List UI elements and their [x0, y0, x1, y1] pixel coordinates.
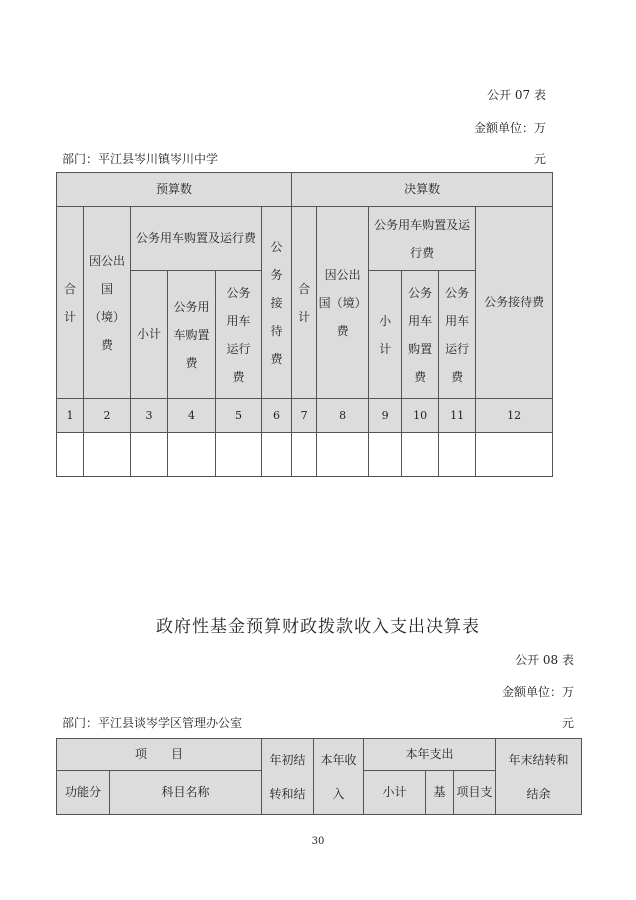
table07-unit-cont: 元: [533, 152, 546, 166]
header-budget: 预算数: [57, 173, 292, 207]
header-income: 本年收 入: [314, 739, 364, 815]
data-cell: [317, 433, 369, 477]
header-abroad-budget: 因公出 国（境） 费: [84, 207, 131, 399]
table08-unit: 金额单位：万: [501, 685, 574, 699]
header-expense: 本年支出: [364, 739, 496, 771]
table07: [56, 172, 553, 477]
header-actual: 决算数: [292, 173, 553, 207]
col-number: 9: [369, 399, 402, 433]
header-car-run-budget: 公务 用车 运行 费: [216, 271, 262, 399]
col-number: 2: [84, 399, 131, 433]
data-cell: [216, 433, 262, 477]
header-total-actual: 合 计: [292, 207, 317, 399]
table-row: [57, 433, 553, 477]
header-car-actual: 公务用车购置及运 行费: [369, 207, 476, 271]
table08: [56, 738, 582, 815]
header-car-buy-actual: 公务 用车 购置 费: [402, 271, 439, 399]
header-item: 项 目: [57, 739, 262, 771]
header-subtotal-budget: 小计: [131, 271, 168, 399]
col-number: 12: [476, 399, 553, 433]
header-reception-actual: 公务接待费: [476, 207, 553, 399]
header-begin-balance: 年初结 转和结: [262, 739, 314, 815]
table07-unit: 金额单位：万: [473, 121, 546, 135]
header-expense-basic: 基: [426, 771, 454, 815]
header-reception-budget: 公 务 接 待 费: [262, 207, 292, 399]
data-cell: [168, 433, 216, 477]
data-cell: [57, 433, 84, 477]
data-cell: [262, 433, 292, 477]
header-expense-subtotal: 小计: [364, 771, 426, 815]
col-number: 6: [262, 399, 292, 433]
col-number: 7: [292, 399, 317, 433]
data-cell: [131, 433, 168, 477]
header-end-balance: 年末结转和 结余: [496, 739, 582, 815]
table08-unit-cont: 元: [561, 716, 574, 730]
table07-dept: 部门：平江县岑川镇岑川中学: [62, 152, 219, 166]
data-cell: [402, 433, 439, 477]
data-cell: [476, 433, 553, 477]
data-cell: [369, 433, 402, 477]
table08-title: 政府性基金预算财政拨款收入支出决算表: [156, 617, 480, 637]
header-subtotal-actual: 小 计: [369, 271, 402, 399]
header-expense-project: 项目支: [454, 771, 496, 815]
col-number: 5: [216, 399, 262, 433]
header-car-run-actual: 公务 用车 运行 费: [439, 271, 476, 399]
header-function-class: 功能分: [57, 771, 110, 815]
header-car-buy-budget: 公务用 车购置 费: [168, 271, 216, 399]
header-total-budget: 合 计: [57, 207, 84, 399]
data-cell: [439, 433, 476, 477]
data-cell: [84, 433, 131, 477]
page-number: 30: [311, 836, 325, 847]
header-car-budget: 公务用车购置及运行费: [131, 207, 262, 271]
col-number: 10: [402, 399, 439, 433]
header-abroad-actual: 因公出 国（境） 费: [317, 207, 369, 399]
col-number: 3: [131, 399, 168, 433]
table08-code: 公开 08 表: [515, 653, 574, 667]
table07-code: 公开 07 表: [487, 88, 546, 102]
header-subject-name: 科目名称: [110, 771, 262, 815]
col-number: 4: [168, 399, 216, 433]
data-cell: [292, 433, 317, 477]
col-number: 8: [317, 399, 369, 433]
table08-dept: 部门：平江县谈岑学区管理办公室: [62, 716, 243, 730]
col-number: 11: [439, 399, 476, 433]
col-number: 1: [57, 399, 84, 433]
